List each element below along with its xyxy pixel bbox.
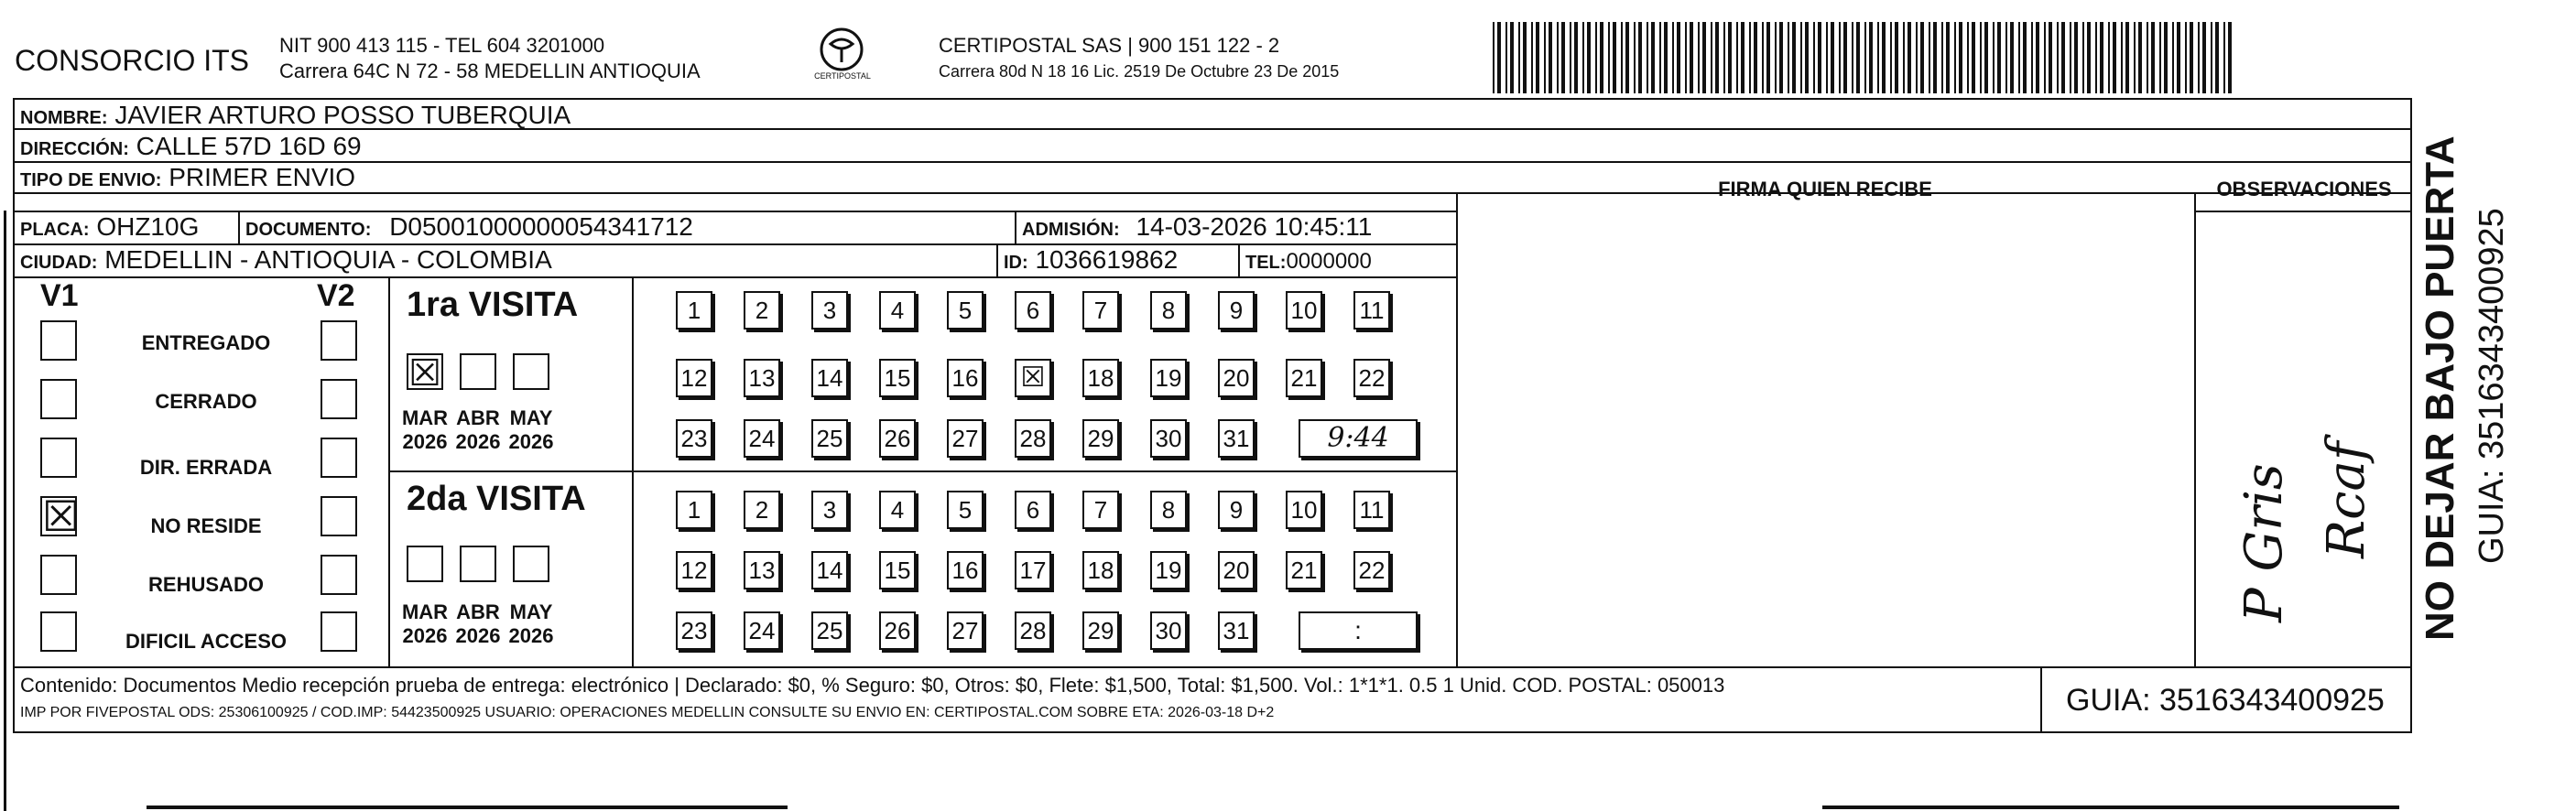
visit-time-box[interactable]: : <box>1299 611 1418 650</box>
barcode-bar <box>1984 22 1988 93</box>
barcode-bar <box>1839 22 1841 93</box>
barcode-bar <box>1792 22 1796 93</box>
barcode-bar <box>2100 22 2103 93</box>
month-name: MAR <box>401 406 449 429</box>
month-label <box>499 406 563 454</box>
barcode-bar <box>1549 22 1552 93</box>
barcode-bar <box>1582 22 1584 93</box>
v1-checkbox[interactable] <box>40 611 77 652</box>
tel-label: TEL: <box>1245 253 1287 273</box>
barcode-bar <box>2198 22 2200 93</box>
nombre-field <box>20 101 571 130</box>
barcode-bar <box>2228 22 2232 93</box>
day-box[interactable]: 23 <box>676 419 712 458</box>
admision-value: 14-03-2026 10:45:11 <box>1136 212 1373 241</box>
ciudad-value: MEDELLIN - ANTIOQUIA - COLOMBIA <box>104 245 552 274</box>
tipo-field <box>20 163 355 192</box>
barcode-bar <box>1775 22 1777 93</box>
courier-line: CERTIPOSTAL SAS | 900 151 122 - 2 <box>939 34 1280 57</box>
barcode-bar <box>1557 22 1559 93</box>
barcode-bar <box>1882 22 1886 93</box>
status-option-label: DIR. ERRADA <box>139 456 273 479</box>
barcode-bar <box>1993 22 1994 93</box>
barcode-bar <box>1523 22 1527 93</box>
day-box[interactable]: 28 <box>1015 611 1051 650</box>
day-box[interactable]: 8 <box>1150 491 1187 529</box>
day-box[interactable]: 6 <box>1015 291 1051 330</box>
barcode-bar <box>1895 22 1898 93</box>
barcode-bar <box>1715 22 1719 93</box>
barcode-bar <box>1505 22 1507 93</box>
day-box[interactable]: 14 <box>811 359 848 397</box>
v2-checkbox[interactable] <box>321 379 357 419</box>
col-divider <box>996 243 998 276</box>
tel-value: 0000000 <box>1286 249 1372 274</box>
barcode-bar <box>2164 22 2168 93</box>
barcode-bar <box>1608 22 1610 93</box>
day-box[interactable]: 30 <box>1150 611 1187 650</box>
row-divider <box>388 470 1456 472</box>
v2-checkbox[interactable] <box>321 438 357 478</box>
barcode-bar <box>1736 22 1738 93</box>
day-box[interactable]: 15 <box>879 359 916 397</box>
col-divider <box>1238 243 1240 276</box>
barcode-bar <box>1497 22 1501 93</box>
barcode-bar <box>2061 22 2065 93</box>
day-box[interactable]: 18 <box>1082 551 1119 589</box>
day-box[interactable]: 5 <box>947 291 984 330</box>
col-divider <box>1015 211 1016 243</box>
month-year: 2026 <box>455 624 501 647</box>
id-field <box>1004 245 1178 275</box>
barcode-bar <box>1920 22 1924 93</box>
x-mark-icon: ☒ <box>1020 362 1046 393</box>
day-box[interactable]: 29 <box>1082 611 1119 650</box>
barcode-bar <box>2202 22 2206 93</box>
col-divider <box>238 211 240 243</box>
barcode-bar <box>1980 22 1982 93</box>
no-dejar-notice: NO DEJAR BAJO PUERTA <box>2418 135 2462 641</box>
x-mark-icon: ☒ <box>408 353 441 394</box>
barcode-bar <box>1908 22 1911 93</box>
tipo-value: PRIMER ENVIO <box>168 163 356 191</box>
barcode-bar <box>1493 22 1495 93</box>
barcode-bar <box>1634 22 1636 93</box>
barcode-bar <box>1852 22 1853 93</box>
row-divider <box>13 666 2412 668</box>
v1-checkbox[interactable] <box>40 555 77 595</box>
barcode-bar <box>1890 22 1892 93</box>
barcode-bar <box>1941 22 1943 93</box>
month-checkbox[interactable] <box>460 353 496 390</box>
barcode-bar <box>2036 22 2039 93</box>
v1-checkbox[interactable] <box>40 492 81 540</box>
month-year: 2026 <box>508 430 554 453</box>
day-box[interactable]: 6 <box>1015 491 1051 529</box>
day-box[interactable]: 29 <box>1082 419 1119 458</box>
barcode-bar <box>1869 22 1873 93</box>
barcode-bar <box>1741 22 1745 93</box>
day-box[interactable]: 18 <box>1082 359 1119 397</box>
day-box[interactable]: 7 <box>1082 491 1119 529</box>
v2-checkbox[interactable] <box>321 611 357 652</box>
day-box[interactable]: 27 <box>947 419 984 458</box>
barcode-bar <box>2005 22 2007 93</box>
observation-handwriting-2: Rcaf <box>2317 441 2376 558</box>
day-box[interactable]: 1 <box>676 291 712 330</box>
day-box[interactable]: 16 <box>947 359 984 397</box>
documento-field <box>245 212 693 242</box>
barcode-bar <box>2172 22 2174 93</box>
barcode-bar <box>1621 22 1623 93</box>
row-divider <box>2194 211 2412 212</box>
day-box[interactable]: 9 <box>1218 491 1255 529</box>
observation-handwriting-1: P Gris <box>2234 463 2294 622</box>
barcode-bar <box>1818 22 1821 93</box>
nombre-value: JAVIER ARTURO POSSO TUBERQUIA <box>114 101 571 129</box>
barcode-bar <box>2121 22 2123 93</box>
row-divider <box>13 161 2412 163</box>
barcode-bar <box>2138 22 2142 93</box>
status-option-label: ENTREGADO <box>141 331 271 354</box>
barcode-bar <box>1856 22 1860 93</box>
barcode-bar <box>1510 22 1514 93</box>
day-box[interactable]: 26 <box>879 419 916 458</box>
barcode-bar <box>1659 22 1661 93</box>
day-box[interactable]: 26 <box>879 611 916 650</box>
day-box[interactable]: 16 <box>947 551 984 589</box>
row-divider <box>13 276 1456 278</box>
documento-value: D05001000000054341712 <box>389 212 693 241</box>
barcode-bar <box>2211 22 2212 93</box>
barcode-bar <box>2223 22 2225 93</box>
page-edge-line <box>4 211 6 811</box>
barcode-bar <box>1587 22 1591 93</box>
day-box[interactable] <box>1015 359 1051 397</box>
side-guia-number: GUIA: 3516343400925 <box>2473 208 2511 564</box>
certipostal-logo-icon <box>818 26 865 73</box>
barcode-bar <box>2177 22 2180 93</box>
v1-checkbox[interactable] <box>40 379 77 419</box>
documento-label: DOCUMENTO: <box>245 220 372 240</box>
second-visit-title: 2da VISITA <box>407 480 586 518</box>
barcode-bar <box>2057 22 2059 93</box>
day-box[interactable]: 12 <box>676 359 712 397</box>
barcode-bar <box>2049 22 2052 93</box>
barcode-bar <box>1766 22 1770 93</box>
barcode-bar <box>1843 22 1847 93</box>
v2-checkbox[interactable] <box>321 320 357 361</box>
barcode-bar <box>1997 22 2001 93</box>
first-visit-title: 1ra VISITA <box>407 286 579 324</box>
barcode-bar <box>2082 22 2084 93</box>
day-box[interactable]: 24 <box>744 419 780 458</box>
barcode-bar <box>1625 22 1629 93</box>
barcode-bar <box>1959 22 1962 93</box>
day-box[interactable]: 21 <box>1286 359 1322 397</box>
barcode-bar <box>2023 22 2027 93</box>
day-box[interactable]: 10 <box>1286 491 1322 529</box>
ciudad-label: CIUDAD: <box>20 253 98 273</box>
barcode-bar <box>1531 22 1533 93</box>
day-box[interactable]: 3 <box>811 291 848 330</box>
day-box[interactable]: 30 <box>1150 419 1187 458</box>
barcode-bar <box>2018 22 2020 93</box>
barcode-bar <box>1800 22 1802 93</box>
day-box[interactable]: 11 <box>1353 491 1390 529</box>
barcode-bar <box>1664 22 1668 93</box>
day-box[interactable]: 13 <box>744 551 780 589</box>
status-option-label: CERRADO <box>155 390 257 413</box>
day-box[interactable]: 24 <box>744 611 780 650</box>
month-label <box>499 600 563 648</box>
barcode-bar <box>1723 22 1725 93</box>
month-checkbox[interactable] <box>407 546 443 582</box>
courier-license-line: Carrera 80d N 18 16 Lic. 2519 De Octubre 23 De 2015 <box>939 62 1340 81</box>
barcode-bar <box>2159 22 2161 93</box>
page-bottom-line <box>1822 806 2399 809</box>
barcode-bar <box>2190 22 2193 93</box>
v2-checkbox[interactable] <box>321 555 357 595</box>
courier-info <box>939 33 1339 84</box>
barcode-bar <box>1544 22 1546 93</box>
barcode-bar <box>1570 22 1571 93</box>
v1-checkbox[interactable] <box>40 320 77 361</box>
day-box[interactable]: 9 <box>1218 291 1255 330</box>
barcode-bar <box>1903 22 1905 93</box>
firma-header: FIRMA QUIEN RECIBE <box>1718 178 1932 200</box>
day-box[interactable]: 2 <box>744 491 780 529</box>
barcode-bar <box>1967 22 1969 93</box>
col-divider <box>632 276 634 666</box>
barcode-bar <box>2095 22 2097 93</box>
day-box[interactable]: 31 <box>1218 611 1255 650</box>
day-box[interactable]: 1 <box>676 491 712 529</box>
barcode-bar <box>1728 22 1732 93</box>
logo-caption: CERTIPOSTAL <box>814 71 871 81</box>
barcode-bar <box>2185 22 2187 93</box>
v2-checkbox[interactable] <box>321 496 357 536</box>
placa-value: OHZ10G <box>96 212 200 241</box>
barcode-bar <box>1929 22 1930 93</box>
barcode-bar <box>1877 22 1879 93</box>
v2-label: V2 <box>317 278 355 313</box>
barcode <box>1493 22 2234 93</box>
admision-field <box>1022 212 1372 242</box>
barcode-bar <box>2031 22 2033 93</box>
day-box[interactable]: 17 <box>1015 551 1051 589</box>
barcode-bar <box>1690 22 1693 93</box>
barcode-bar <box>2010 22 2014 93</box>
day-box[interactable]: 5 <box>947 491 984 529</box>
barcode-bar <box>2151 22 2155 93</box>
barcode-bar <box>2087 22 2091 93</box>
nit-line: NIT 900 413 115 - TEL 604 3201000 <box>279 34 605 57</box>
direccion-value: CALLE 57D 16D 69 <box>136 132 362 160</box>
barcode-bar <box>1826 22 1828 93</box>
day-box[interactable]: 19 <box>1150 551 1187 589</box>
month-checkbox[interactable] <box>513 353 549 390</box>
month-name: MAY <box>509 600 553 623</box>
barcode-bar <box>2147 22 2148 93</box>
page-bottom-line <box>147 806 788 809</box>
visit-time-box[interactable]: 9:44 <box>1299 419 1418 458</box>
day-box[interactable]: 10 <box>1286 291 1322 330</box>
barcode-bar <box>1651 22 1655 93</box>
id-value: 1036619862 <box>1035 245 1179 274</box>
col-divider <box>2040 666 2042 733</box>
month-name: ABR <box>456 406 500 429</box>
barcode-bar <box>1685 22 1687 93</box>
barcode-bar <box>1779 22 1783 93</box>
day-box[interactable]: 3 <box>811 491 848 529</box>
month-checkbox[interactable] <box>513 546 549 582</box>
status-option-label: NO RESIDE <box>150 514 262 537</box>
barcode-bar <box>1647 22 1648 93</box>
barcode-bar <box>1813 22 1815 93</box>
direccion-label: DIRECCIÓN: <box>20 139 129 159</box>
barcode-bar <box>2215 22 2219 93</box>
barcode-bar <box>1677 22 1680 93</box>
barcode-bar <box>1754 22 1757 93</box>
day-box[interactable]: 31 <box>1218 419 1255 458</box>
barcode-bar <box>1518 22 1520 93</box>
day-box[interactable]: 15 <box>879 551 916 589</box>
status-option-label: REHUSADO <box>148 573 264 596</box>
barcode-bar <box>1672 22 1674 93</box>
day-box[interactable]: 7 <box>1082 291 1119 330</box>
barcode-bar <box>1574 22 1578 93</box>
barcode-bar <box>2070 22 2071 93</box>
day-box[interactable]: 20 <box>1218 359 1255 397</box>
nombre-label: NOMBRE: <box>20 108 108 128</box>
day-box[interactable]: 20 <box>1218 551 1255 589</box>
day-box[interactable]: 11 <box>1353 291 1390 330</box>
barcode-bar <box>1749 22 1751 93</box>
month-checkbox[interactable] <box>407 353 443 394</box>
content-details: Contenido: Documentos Medio recepción prueba de entrega: electrónico | Declarado: $0, % Seguro: $0, Otros: $0, Flete: $1,500, Total: $1,500. Vol.: 1*1*1. 0.5 1 Unid. COD. POSTAL: 050013 <box>20 674 1725 697</box>
day-box[interactable]: 22 <box>1353 551 1390 589</box>
placa-field <box>20 212 199 242</box>
barcode-bar <box>2134 22 2136 93</box>
tipo-label: TIPO DE ENVIO: <box>20 170 162 190</box>
barcode-bar <box>1864 22 1866 93</box>
barcode-bar <box>1805 22 1809 93</box>
day-box[interactable]: 8 <box>1150 291 1187 330</box>
barcode-bar <box>2044 22 2046 93</box>
guia-number: GUIA: 3516343400925 <box>2066 683 2385 718</box>
month-year: 2026 <box>402 624 448 647</box>
barcode-bar <box>1536 22 1539 93</box>
placa-label: PLACA: <box>20 220 90 240</box>
day-box[interactable]: 12 <box>676 551 712 589</box>
barcode-bar <box>1916 22 1918 93</box>
day-box[interactable]: 28 <box>1015 419 1051 458</box>
day-box[interactable]: 14 <box>811 551 848 589</box>
barcode-bar <box>2074 22 2078 93</box>
direccion-field <box>20 132 362 161</box>
ciudad-field <box>20 245 552 275</box>
barcode-bar <box>1933 22 1937 93</box>
company-info <box>279 33 701 84</box>
status-option-label: DIFICIL ACCESO <box>125 630 287 653</box>
observaciones-header: OBSERVACIONES <box>2216 178 2392 200</box>
v1-label: V1 <box>40 278 79 313</box>
day-box[interactable]: 21 <box>1286 551 1322 589</box>
month-year: 2026 <box>455 430 501 453</box>
day-box[interactable]: 19 <box>1150 359 1187 397</box>
tel-field <box>1245 245 1372 275</box>
print-details: IMP POR FIVEPOSTAL ODS: 25306100925 / COD.IMP: 54423500925 USUARIO: OPERACIONES MEDELLIN CONSULTE SU ENVIO EN: CERTIPOSTAL.COM SOBRE ETA: 2026-03-18 D+2 <box>20 705 1275 720</box>
month-year: 2026 <box>508 624 554 647</box>
month-name: ABR <box>456 600 500 623</box>
v1-checkbox[interactable] <box>40 438 77 478</box>
barcode-bar <box>1946 22 1950 93</box>
barcode-bar <box>1698 22 1700 93</box>
day-box[interactable]: 4 <box>879 491 916 529</box>
barcode-bar <box>1762 22 1764 93</box>
day-box[interactable]: 13 <box>744 359 780 397</box>
col-divider <box>2194 192 2196 666</box>
barcode-bar <box>1711 22 1712 93</box>
month-checkbox[interactable] <box>460 546 496 582</box>
col-divider <box>388 276 390 666</box>
barcode-bar <box>2125 22 2129 93</box>
day-box[interactable]: 25 <box>811 419 848 458</box>
x-mark-icon: ☒ <box>42 492 81 540</box>
day-box[interactable]: 4 <box>879 291 916 330</box>
day-box[interactable]: 2 <box>744 291 780 330</box>
barcode-bar <box>1595 22 1597 93</box>
barcode-bar <box>1613 22 1616 93</box>
month-year: 2026 <box>402 430 448 453</box>
col-divider <box>1456 192 1458 666</box>
day-box[interactable]: 25 <box>811 611 848 650</box>
admision-label: ADMISIÓN: <box>1022 220 1120 240</box>
barcode-bar <box>1831 22 1834 93</box>
barcode-bar <box>2113 22 2116 93</box>
barcode-bar <box>1561 22 1565 93</box>
barcode-bar <box>1600 22 1603 93</box>
day-box[interactable]: 22 <box>1353 359 1390 397</box>
barcode-bar <box>1972 22 1975 93</box>
address-line: Carrera 64C N 72 - 58 MEDELLIN ANTIOQUIA <box>279 59 701 82</box>
barcode-bar <box>2108 22 2110 93</box>
barcode-bar <box>1638 22 1642 93</box>
day-box[interactable]: 27 <box>947 611 984 650</box>
id-label: ID: <box>1004 253 1028 273</box>
company-name: CONSORCIO ITS <box>15 44 250 77</box>
month-name: MAY <box>509 406 553 429</box>
day-box[interactable]: 23 <box>676 611 712 650</box>
barcode-bar <box>1702 22 1706 93</box>
month-name: MAR <box>401 600 449 623</box>
barcode-bar <box>1788 22 1789 93</box>
barcode-bar <box>1954 22 1956 93</box>
